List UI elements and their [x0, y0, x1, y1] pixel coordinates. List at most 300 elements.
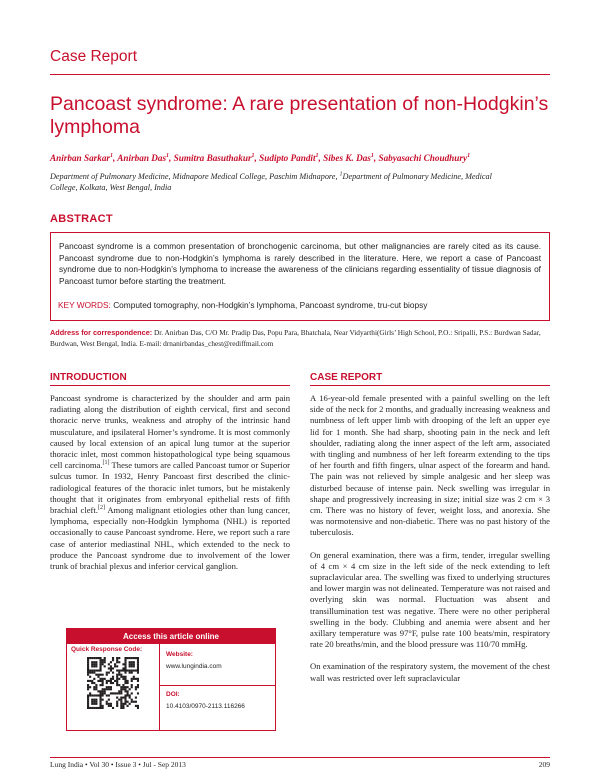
qr-module — [122, 697, 124, 699]
author-mark: 1 — [110, 152, 114, 159]
qr-module — [95, 661, 97, 663]
qr-module — [118, 699, 120, 701]
qr-module — [131, 661, 133, 663]
qr-module — [102, 663, 104, 665]
qr-module — [108, 694, 110, 696]
qr-module — [106, 674, 108, 676]
qr-code-icon[interactable] — [87, 657, 139, 709]
qr-module — [95, 703, 97, 705]
qr-module — [135, 705, 137, 707]
qr-module — [108, 703, 110, 705]
qr-module — [129, 661, 131, 663]
intro-text-b: These tumors are called Pancoast tumor or Superior sulcus tumor. In 1932, Henry Pancoast first described the clinic-radiological features of the thoracic inlet tumors, but he mistakenly thought that it originates from embryonal epithelial rests of fifth brachial cleft. — [50, 460, 290, 516]
qr-module — [95, 665, 97, 667]
qr-module — [91, 665, 93, 667]
qr-module — [116, 680, 118, 682]
qr-module — [116, 684, 118, 686]
qr-module — [102, 684, 104, 686]
qr-module — [106, 688, 108, 690]
qr-module — [118, 669, 120, 671]
author-mark: 1 — [467, 152, 471, 159]
qr-module — [116, 674, 118, 676]
qr-module — [91, 682, 93, 684]
correspondence-text: Dr. Anirban Das, C/O Mr. Pradip Das, Popu Para, Bhatchala, Near Vidyarthi(Girls’ High School, P.O.: Sripalli, P.S.: Burdwan Sadar, Burdwan, West Bengal, India. E-mail: drnanirbandas_chest@rediffmail.com — [50, 328, 541, 348]
qr-module — [131, 663, 133, 665]
qr-module — [102, 707, 104, 709]
qr-module — [129, 663, 131, 665]
qr-module — [129, 697, 131, 699]
qr-module — [99, 661, 101, 663]
qr-module — [89, 669, 91, 671]
qr-module — [131, 669, 133, 671]
qr-module — [102, 692, 104, 694]
qr-module — [93, 669, 95, 671]
qr-module — [118, 690, 120, 692]
qr-module — [127, 686, 129, 688]
qr-module — [87, 659, 89, 661]
qr-module — [137, 686, 139, 688]
qr-module — [97, 669, 99, 671]
qr-module — [116, 697, 118, 699]
qr-module — [106, 682, 108, 684]
qr-module — [87, 661, 89, 663]
qr-module — [133, 663, 135, 665]
qr-module — [120, 674, 122, 676]
qr-module — [120, 688, 122, 690]
access-box-divider — [160, 685, 276, 686]
qr-module — [112, 667, 114, 669]
qr-module — [108, 667, 110, 669]
qr-module — [112, 707, 114, 709]
qr-panel — [67, 644, 160, 730]
article-title: Pancoast syndrome: A rare presentation of non-Hodgkin’s lymphoma — [50, 93, 549, 138]
qr-module — [116, 676, 118, 678]
qr-module — [124, 680, 126, 682]
qr-module — [127, 682, 129, 684]
qr-module — [118, 684, 120, 686]
qr-module — [99, 663, 101, 665]
qr-module — [108, 672, 110, 674]
author-mark: 1 — [251, 152, 255, 159]
qr-module — [118, 657, 120, 659]
qr-module — [131, 680, 133, 682]
qr-module — [137, 705, 139, 707]
qr-module — [93, 688, 95, 690]
qr-module — [137, 669, 139, 671]
qr-module — [124, 672, 126, 674]
qr-module — [108, 663, 110, 665]
qr-module — [114, 692, 116, 694]
qr-module — [120, 686, 122, 688]
affiliation-mark: 1 — [339, 171, 343, 178]
qr-module — [124, 663, 126, 665]
qr-module — [97, 694, 99, 696]
qr-module — [114, 663, 116, 665]
abstract-heading: ABSTRACT — [50, 213, 113, 225]
qr-module — [102, 680, 104, 682]
qr-module — [87, 701, 89, 703]
qr-module — [116, 659, 118, 661]
case-paragraph-2: On general examination, there was a firm, tender, irregular swelling of 4 cm × 4 cm size in the left side of the neck extending to left supraclavicular area. The swelling was fixed to underlying structures and lower margin was not delineated. Temperature was not raised and overlying skin was normal. Fluctuation was absent and transillumination test was negative. There were no other peripheral swelling in the body. Clubbing and anemia were absent and her axillary temperature was 97°F, pulse rate 100 beats/min, respiratory rate 20 breaths/min, and the blood pressure was 110/70 mmHg. — [310, 549, 550, 650]
qr-module — [102, 699, 104, 701]
qr-module — [122, 678, 124, 680]
qr-module — [137, 678, 139, 680]
qr-module — [124, 690, 126, 692]
qr-module — [131, 684, 133, 686]
qr-module — [131, 692, 133, 694]
author-mark: 1 — [370, 152, 374, 159]
qr-module — [89, 707, 91, 709]
qr-module — [99, 674, 101, 676]
qr-module — [87, 707, 89, 709]
qr-module — [87, 686, 89, 688]
correspondence-label: Address for correspondence: — [50, 328, 153, 337]
qr-module — [110, 692, 112, 694]
qr-module — [102, 682, 104, 684]
qr-module — [137, 667, 139, 669]
qr-module — [120, 703, 122, 705]
qr-module — [87, 688, 89, 690]
qr-module — [124, 661, 126, 663]
qr-module — [118, 692, 120, 694]
qr-module — [87, 680, 89, 682]
qr-module — [131, 701, 133, 703]
qr-module — [120, 690, 122, 692]
page-number: 209 — [538, 760, 550, 769]
qr-module — [102, 674, 104, 676]
qr-module — [99, 697, 101, 699]
qr-module — [102, 690, 104, 692]
qr-module — [91, 707, 93, 709]
qr-module — [131, 665, 133, 667]
qr-module — [110, 705, 112, 707]
qr-module — [122, 705, 124, 707]
qr-module — [110, 665, 112, 667]
qr-module — [99, 659, 101, 661]
qr-module — [106, 680, 108, 682]
qr-module — [124, 682, 126, 684]
qr-module — [124, 659, 126, 661]
qr-module — [87, 674, 89, 676]
qr-module — [95, 688, 97, 690]
qr-module — [95, 694, 97, 696]
qr-module — [102, 688, 104, 690]
intro-text-c: Among malignant etiologies other than lung cancer, lymphoma, especially non-Hodgkin lymphoma (NHL) is reported occasionally to cause Pancoast syndrome. Here, we report such a rare case of anterior mediastinal NHL, which extended to the neck to produce the Pancoast syndrome due to involvement of the lower trunk of brachial plexus and inferior cervical ganglion. — [50, 505, 290, 572]
footer-journal: Lung India • Vol 30 • Issue 3 • Jul - Sep 2013 — [50, 760, 186, 769]
qr-module — [87, 665, 89, 667]
qr-module — [91, 663, 93, 665]
qr-module — [87, 705, 89, 707]
qr-module — [87, 672, 89, 674]
citation-2[interactable]: [2] — [97, 505, 105, 512]
website-label: Website: — [166, 651, 193, 658]
affiliation-text: Department of Pulmonary Medicine, Midnapore Medical College, Paschim Midnapore, — [50, 172, 338, 181]
author-mark: 1 — [315, 152, 319, 159]
qr-module — [131, 686, 133, 688]
qr-module — [116, 661, 118, 663]
doi-label: DOI: — [166, 691, 180, 698]
qr-module — [108, 680, 110, 682]
doi-value[interactable]: 10.4103/0970-2113.116266 — [166, 703, 245, 710]
qr-module — [122, 688, 124, 690]
qr-module — [89, 692, 91, 694]
qr-module — [129, 672, 131, 674]
abstract-text: Pancoast syndrome is a common presentation of bronchogenic carcinoma, but other malignancies are rarely cited as its cause. Pancoast syndrome due to non-Hodgkin’s lymphoma is rarely described in the literature. Here, we report a case of Pancoast syndrome due to non-Hodgkin’s lymphoma to increase the awareness of the clinicians regarding essentiality of tissue diagnosis of Pancoast tumor before starting the treatment. — [59, 241, 541, 286]
qr-module — [118, 672, 120, 674]
qr-module — [127, 680, 129, 682]
qr-module — [120, 707, 122, 709]
qr-module — [97, 676, 99, 678]
qr-module — [99, 669, 101, 671]
qr-module — [95, 686, 97, 688]
qr-module — [129, 657, 131, 659]
qr-module — [106, 686, 108, 688]
qr-module — [93, 663, 95, 665]
case-report-heading: CASE REPORT — [310, 372, 383, 383]
qr-module — [87, 694, 89, 696]
qr-module — [93, 707, 95, 709]
qr-module — [99, 684, 101, 686]
author-name: Sibes K. Das — [323, 153, 371, 163]
qr-module — [93, 672, 95, 674]
qr-module — [104, 665, 106, 667]
qr-module — [137, 657, 139, 659]
qr-module — [91, 657, 93, 659]
case-report-rule — [310, 385, 550, 386]
introduction-rule — [50, 385, 290, 386]
qr-module — [91, 680, 93, 682]
qr-module — [95, 663, 97, 665]
qr-module — [104, 657, 106, 659]
qr-module — [95, 699, 97, 701]
qr-module — [133, 669, 135, 671]
qr-module — [114, 680, 116, 682]
qr-module — [87, 697, 89, 699]
qr-module — [110, 669, 112, 671]
correspondence — [50, 327, 550, 349]
author-name: Anirban Das — [117, 153, 167, 163]
qr-module — [122, 676, 124, 678]
qr-module — [104, 690, 106, 692]
author-separator: , — [318, 153, 324, 163]
qr-module — [120, 669, 122, 671]
qr-module — [106, 701, 108, 703]
qr-module — [99, 692, 101, 694]
qr-module — [99, 680, 101, 682]
qr-module — [112, 657, 114, 659]
qr-module — [135, 669, 137, 671]
qr-module — [91, 669, 93, 671]
qr-module — [137, 672, 139, 674]
qr-module — [137, 661, 139, 663]
qr-module — [116, 678, 118, 680]
qr-module — [129, 703, 131, 705]
affiliation-text-2: Department of Pulmonary Medicine, Medical College, Kolkata, West Bengal, India — [50, 172, 492, 192]
qr-module — [124, 701, 126, 703]
qr-module — [95, 657, 97, 659]
qr-module — [127, 657, 129, 659]
qr-module — [97, 657, 99, 659]
qr-module — [106, 694, 108, 696]
author-name: Anirban Sarkar — [50, 153, 111, 163]
qr-module — [93, 665, 95, 667]
qr-module — [108, 705, 110, 707]
access-box-header: Access this article online — [67, 629, 275, 644]
qr-module — [93, 699, 95, 701]
qr-module — [135, 686, 137, 688]
author-separator: , — [254, 153, 260, 163]
citation-1[interactable]: [1] — [102, 460, 110, 467]
qr-module — [91, 672, 93, 674]
qr-module — [133, 678, 135, 680]
qr-module — [106, 703, 108, 705]
author-separator: , — [113, 153, 118, 163]
qr-module — [118, 661, 120, 663]
author-name: Sabyasachi Choudhury — [378, 153, 468, 163]
qr-module — [137, 707, 139, 709]
header-rule — [50, 74, 550, 75]
qr-module — [120, 699, 122, 701]
qr-label: Quick Response Code: — [71, 646, 143, 653]
affiliation — [50, 171, 520, 193]
qr-module — [112, 678, 114, 680]
qr-module — [116, 705, 118, 707]
qr-module — [116, 692, 118, 694]
author-name: Sumitra Basuthakur — [173, 153, 252, 163]
qr-module — [124, 686, 126, 688]
qr-module — [124, 678, 126, 680]
qr-module — [110, 688, 112, 690]
qr-module — [99, 690, 101, 692]
qr-module — [93, 701, 95, 703]
qr-module — [110, 703, 112, 705]
qr-module — [87, 663, 89, 665]
qr-module — [91, 694, 93, 696]
qr-module — [116, 703, 118, 705]
qr-module — [112, 672, 114, 674]
qr-module — [97, 674, 99, 676]
qr-module — [108, 688, 110, 690]
qr-module — [106, 672, 108, 674]
qr-module — [91, 699, 93, 701]
qr-module — [104, 688, 106, 690]
case-paragraph-3: On examination of the respiratory system, the movement of the chest wall was restricted over left supraclavicular — [310, 661, 550, 683]
website-link[interactable]: www.lungindia.com — [166, 663, 222, 670]
qr-module — [137, 680, 139, 682]
qr-module — [112, 676, 114, 678]
qr-module — [97, 680, 99, 682]
qr-module — [99, 707, 101, 709]
qr-module — [99, 694, 101, 696]
qr-module — [93, 703, 95, 705]
section-label: Case Report — [50, 48, 138, 65]
qr-module — [120, 705, 122, 707]
qr-module — [110, 682, 112, 684]
qr-module — [93, 686, 95, 688]
qr-module — [89, 686, 91, 688]
qr-module — [120, 697, 122, 699]
qr-module — [97, 690, 99, 692]
qr-module — [99, 705, 101, 707]
qr-module — [135, 701, 137, 703]
qr-module — [102, 661, 104, 663]
qr-module — [99, 665, 101, 667]
qr-module — [122, 684, 124, 686]
qr-module — [124, 699, 126, 701]
qr-module — [87, 699, 89, 701]
qr-module — [116, 701, 118, 703]
footer-rule — [50, 757, 550, 758]
qr-module — [108, 699, 110, 701]
qr-module — [127, 701, 129, 703]
qr-module — [95, 707, 97, 709]
qr-module — [102, 678, 104, 680]
qr-module — [120, 701, 122, 703]
qr-module — [108, 686, 110, 688]
qr-module — [124, 657, 126, 659]
qr-module — [122, 707, 124, 709]
qr-module — [110, 686, 112, 688]
qr-module — [104, 661, 106, 663]
qr-module — [102, 705, 104, 707]
qr-module — [104, 692, 106, 694]
qr-module — [110, 667, 112, 669]
qr-module — [104, 678, 106, 680]
author-list — [50, 153, 560, 163]
qr-module — [137, 659, 139, 661]
qr-module — [99, 678, 101, 680]
qr-module — [124, 688, 126, 690]
qr-module — [89, 672, 91, 674]
qr-module — [116, 665, 118, 667]
qr-module — [97, 707, 99, 709]
qr-module — [104, 659, 106, 661]
qr-module — [133, 665, 135, 667]
keywords — [58, 300, 427, 310]
qr-module — [112, 659, 114, 661]
author-mark: 1 — [166, 152, 170, 159]
qr-module — [137, 665, 139, 667]
qr-module — [99, 667, 101, 669]
qr-module — [99, 701, 101, 703]
qr-module — [133, 661, 135, 663]
qr-module — [89, 680, 91, 682]
qr-module — [91, 703, 93, 705]
introduction-body — [50, 393, 290, 583]
qr-module — [116, 682, 118, 684]
author-name: Sudipto Pandit — [259, 153, 316, 163]
qr-module — [102, 659, 104, 661]
qr-module — [127, 669, 129, 671]
qr-module — [110, 680, 112, 682]
access-article-box — [66, 628, 276, 731]
qr-module — [102, 694, 104, 696]
qr-module — [87, 657, 89, 659]
qr-module — [137, 663, 139, 665]
qr-module — [124, 676, 126, 678]
qr-module — [122, 663, 124, 665]
qr-module — [116, 657, 118, 659]
qr-module — [89, 657, 91, 659]
author-separator: , — [373, 153, 379, 163]
qr-module — [93, 678, 95, 680]
qr-module — [137, 692, 139, 694]
author-separator: , — [169, 153, 174, 163]
qr-module — [89, 676, 91, 678]
qr-module — [122, 686, 124, 688]
qr-module — [95, 701, 97, 703]
qr-module — [116, 669, 118, 671]
